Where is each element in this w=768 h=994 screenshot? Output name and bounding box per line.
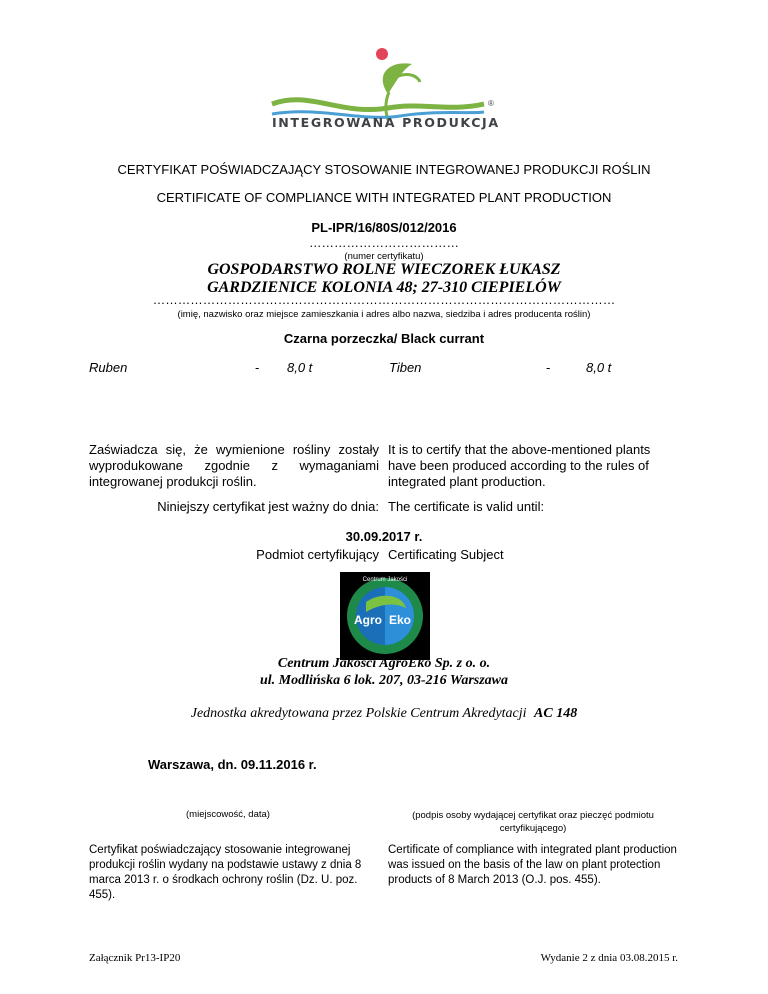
crop-title: Czarna porzeczka/ Black currant: [283, 331, 485, 346]
issue-caption-place: (miejscowość, data): [186, 809, 270, 820]
svg-text:Agro: Agro: [354, 613, 382, 627]
issue-caption-sign: (podpis osoby wydającej certyfikat oraz pieczęć podmiotu certyfikującego): [412, 810, 654, 834]
certificate-number-caption: (numer certyfikatu): [344, 251, 424, 262]
accreditation-text: Jednostka akredytowana przez Polskie Centrum Akredytacji: [190, 706, 527, 721]
variety-1-dash: -: [255, 360, 260, 375]
validity-en: The certificate is valid until:: [388, 499, 545, 514]
svg-text:Centrum Jakości: Centrum Jakości: [362, 577, 408, 583]
footer-right: Wydanie 2 z dnia 03.08.2015 r.: [540, 952, 678, 964]
validity-date: 30.09.2017 r.: [345, 529, 423, 544]
statement-en: It is to certify that the above-mentioned plants have been produced according to the rules of integrated plant production.: [388, 442, 651, 489]
variety-1-amount: 8,0 t: [287, 360, 313, 375]
producer-caption: (imię, nazwisko oraz miejsce zamieszkania i adres albo nazwa, siedziba i adres producenta roślin): [177, 309, 591, 320]
certificate-number: PL-IPR/16/80S/012/2016: [311, 220, 457, 235]
agroeko-emblem-icon: [340, 572, 430, 660]
certifier-address: ul. Modlińska 6 lok. 207, 03-216 Warszawa: [259, 673, 509, 688]
logo-wordmark: INTEGROWANA PRODUKCJA: [272, 115, 500, 130]
variety-2-dash: -: [546, 360, 551, 375]
certifier-label-pl: Podmiot certyfikujący: [256, 547, 379, 562]
title-pl: CERTYFIKAT POŚWIADCZAJĄCY STOSOWANIE INTEGROWANEJ PRODUKCJI ROŚLIN: [117, 162, 651, 177]
agroeko-logo: [340, 572, 430, 660]
accreditation-code: AC 148: [534, 706, 578, 721]
legal-pl: Certyfikat poświadczający stosowanie integrowanej produkcji roślin wydany na podstawie ustawy z dnia 8 marca 2013 r. o środkach ochrony roślin (Dz. U. poz. 455).: [89, 844, 362, 901]
certificate-number-dots: ………………………………: [309, 236, 459, 250]
producer-name: GOSPODARSTWO ROLNE WIECZOREK ŁUKASZ: [207, 261, 561, 278]
producer-dots: …………………………………………………………………………………………………: [152, 293, 616, 307]
validity-pl: Niniejszy certyfikat jest ważny do dnia:: [157, 499, 379, 514]
footer-left: Załącznik Pr13-IP20: [89, 952, 181, 964]
legal-en: Certificate of compliance with integrated plant production was issued on the basis of the law on plant protection products of 8 March 2013 (O.J. pos. 455).: [388, 844, 677, 886]
variety-2-name: Tiben: [389, 360, 422, 375]
accreditation: [0, 706, 768, 722]
variety-2-amount: 8,0 t: [586, 360, 612, 375]
statement-pl: Zaświadcza się, że wymienione rośliny zostały wyprodukowane zgodnie z wymaganiami integrowanej produkcji roślin.: [89, 442, 379, 489]
svg-text:Eko: Eko: [388, 613, 412, 627]
variety-1-name: Ruben: [89, 360, 128, 375]
svg-text:®: ®: [488, 99, 494, 108]
producer-address: GARDZIENICE KOLONIA 48; 27-310 CIEPIELÓW: [207, 279, 561, 296]
certifier-label-en: Certificating Subject: [388, 547, 504, 562]
issue-place-date: Warszawa, dn. 09.11.2016 r.: [148, 757, 317, 772]
title-en: CERTIFICATE OF COMPLIANCE WITH INTEGRATED PLANT PRODUCTION: [156, 190, 612, 205]
certifier-name: Centrum Jakości AgroEko Sp. z o. o.: [277, 656, 491, 671]
